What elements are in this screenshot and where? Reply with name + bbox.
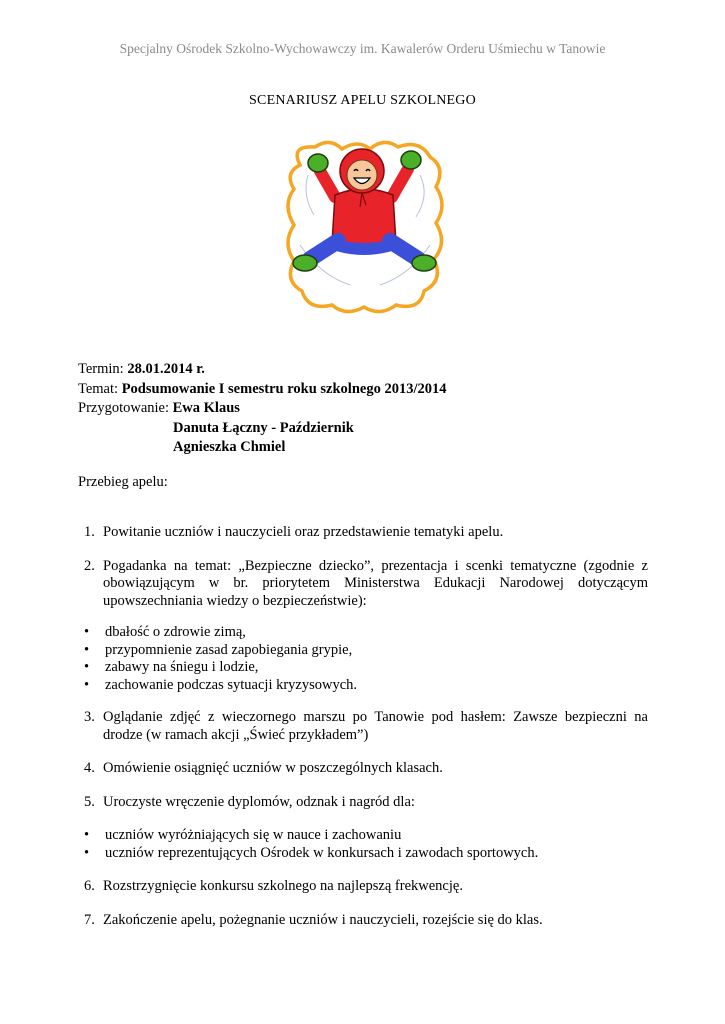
- item-number: 7.: [84, 911, 95, 928]
- termin-line: [78, 360, 658, 380]
- bullet-item: • zachowanie podczas sytuacji kryzysowych.: [80, 677, 648, 695]
- bullet-item: • uczniów reprezentujących Ośrodek w konkursach i zawodach sportowych.: [80, 845, 648, 863]
- termin-value: 28.01.2014 r.: [127, 361, 205, 377]
- item-text: Uroczyste wręczenie dyplomów, odznak i nagród dla:: [103, 793, 415, 810]
- list-item: [78, 558, 648, 611]
- bullet-item: • przypomnienie zasad zapobiegania grypie,: [80, 642, 648, 660]
- meta-block: [78, 360, 658, 458]
- bullet-list: [78, 827, 648, 862]
- list-item: [78, 709, 648, 744]
- temat-line: [78, 380, 658, 400]
- przygotowanie-label: Przygotowanie:: [78, 400, 170, 416]
- temat-value: Podsumowanie I semestru roku szkolnego 2013/2014: [121, 380, 447, 397]
- item-text: Rozstrzygnięcie konkursu szkolnego na najlepszą frekwencję.: [103, 878, 463, 894]
- bullet-item: • zabawy na śniegu i lodzie,: [80, 659, 648, 677]
- list-item: [78, 794, 648, 812]
- list-item: [78, 524, 648, 542]
- item-number: 5.: [84, 793, 95, 810]
- item-text: Omówienie osiągnięć uczniów w poszczególnych klasach.: [103, 760, 443, 776]
- item-number: 2.: [84, 557, 95, 574]
- bullet-item: • uczniów wyróżniających się w nauce i zachowaniu: [80, 827, 648, 845]
- agenda-list: [78, 524, 648, 929]
- przebieg-label: Przebieg apelu:: [78, 474, 168, 490]
- school-header: Specjalny Ośrodek Szkolno-Wychowawczy im. Kawalerów Orderu Uśmiechu w Tanowie: [119, 41, 606, 56]
- author-name: Agnieszka Chmiel: [173, 439, 286, 455]
- item-text: Powitanie uczniów i nauczycieli oraz przedstawienie tematyki apelu.: [103, 524, 504, 540]
- item-text: Zakończenie apelu, pożegnanie uczniów i nauczycieli, rozejście się do klas.: [103, 911, 543, 928]
- list-item: [78, 912, 648, 930]
- item-number: 4.: [84, 760, 95, 776]
- list-item: [78, 760, 648, 778]
- item-number: 6.: [84, 878, 95, 894]
- author-name: Danuta Łączny - Październik: [173, 419, 354, 436]
- bullet-item: • dbałość o zdrowie zimą,: [80, 624, 648, 642]
- przygotowanie-line: [78, 399, 658, 419]
- list-item: [78, 878, 648, 896]
- temat-label: Temat:: [78, 380, 119, 397]
- termin-label: Termin:: [78, 361, 124, 377]
- item-text: Oglądanie zdjęć z wieczornego marszu po Tanowie pod hasłem: Zawsze bezpieczni na drodze (w ramach akcji „Świeć przykładem”): [103, 709, 648, 743]
- item-text: Pogadanka na temat: „Bezpieczne dziecko”, prezentacja i scenki tematyczne (zgodnie z obowiązującym w br. priorytetem Ministerstwa Edukacji Narodowej dotyczącym upowszechniania wiedzy o bezpieczeństwie):: [103, 557, 648, 609]
- snow-angel-illustration: [280, 135, 450, 315]
- bullet-list: [78, 624, 648, 694]
- item-number: 1.: [84, 524, 95, 540]
- item-number: 3.: [84, 709, 95, 725]
- document-title: SCENARIUSZ APELU SZKOLNEGO: [249, 93, 476, 108]
- author-name: Ewa Klaus: [172, 400, 240, 416]
